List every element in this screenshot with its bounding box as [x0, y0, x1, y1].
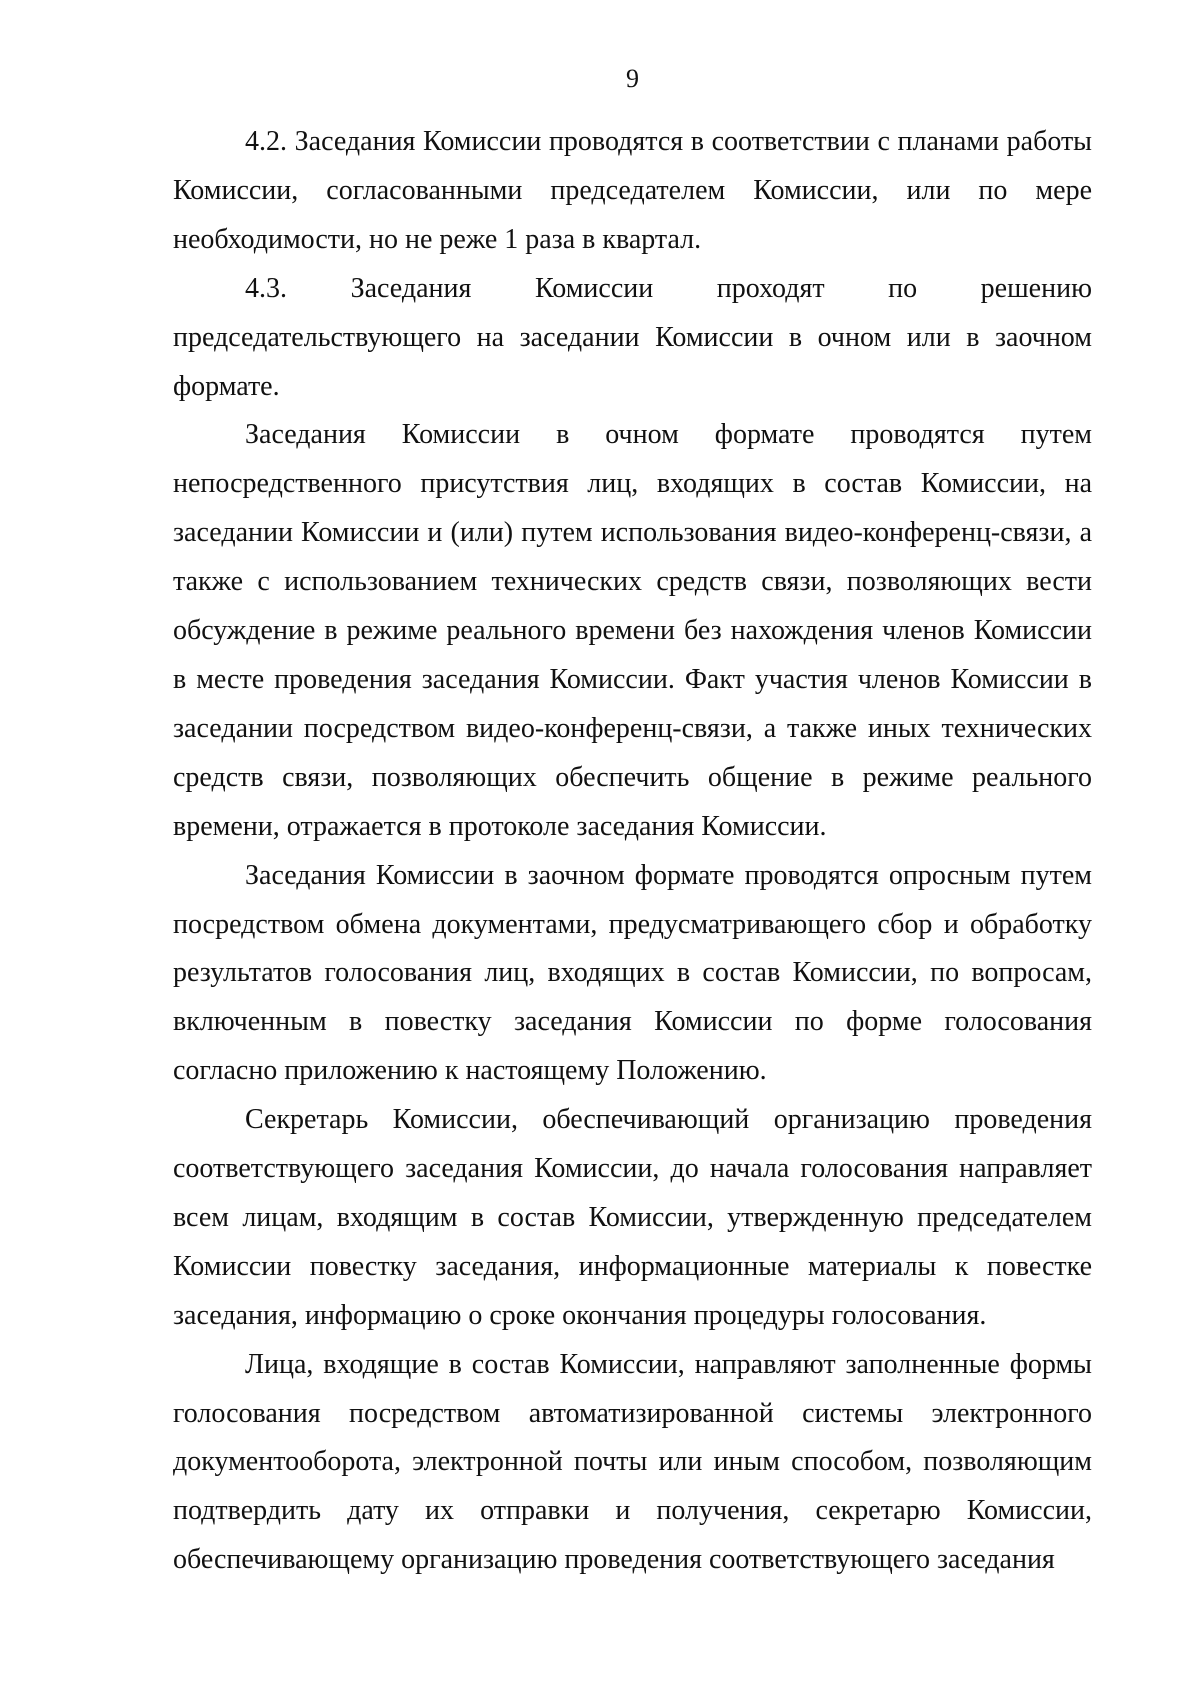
paragraph-voting-forms: Лица, входящие в состав Комиссии, направляют заполненные формы голосования посредством автоматизированной системы электронного документооборота, электронной почты или иным способом, позволяющим подтвердить дату их отправки и получения, секретарю Комиссии, обеспечивающему организацию проведения соответствующего заседания [173, 1348, 1092, 1576]
paragraph-in-person-format: Заседания Комиссии в очном формате проводятся путем непосредственного присутствия лиц, входящих в состав Комиссии, на заседании Комиссии и (или) путем использования видео-конференц-связи, а также с использованием технических средств связи, позволяющих вести обсуждение в режиме реального времени без нахождения членов Комиссии в месте проведения заседания Комиссии. Факт участия членов Комиссии в заседании посредством видео-конференц-связи, а также иных технических средств связи, позволяющих обеспечить общение в режиме реального времени, отражается в протоколе заседания Комиссии. [173, 419, 1092, 842]
paragraph-absentee-format: Заседания Комиссии в заочном формате проводятся опросным путем посредством обмена документами, предусматривающего сбор и обработку результатов голосования лиц, входящих в состав Комиссии, по вопросам, включенным в повестку заседания Комиссии по форме голосования согласно приложению к настоящему Положению. [173, 859, 1092, 1087]
paragraph-4-2: 4.2. Заседания Комиссии проводятся в соответствии с планами работы Комиссии, согласованными председателем Комиссии, или по мере необходимости, но не реже 1 раза в квартал. [173, 126, 1092, 255]
page-number: 9 [626, 64, 639, 93]
document-body [173, 118, 1092, 1585]
paragraph-4-3: 4.3. Заседания Комиссии проходят по решению председательствующего на заседании Комиссии в очном или в заочном формате. [173, 272, 1092, 402]
paragraph-secretary-duties: Секретарь Комиссии, обеспечивающий организацию проведения соответствующего заседания Комиссии, до начала голосования направляет всем лицам, входящим в состав Комиссии, утвержденную председателем Комиссии повестку заседания, информационные материалы к повестке заседания, информацию о сроке окончания процедуры голосования. [173, 1104, 1092, 1331]
